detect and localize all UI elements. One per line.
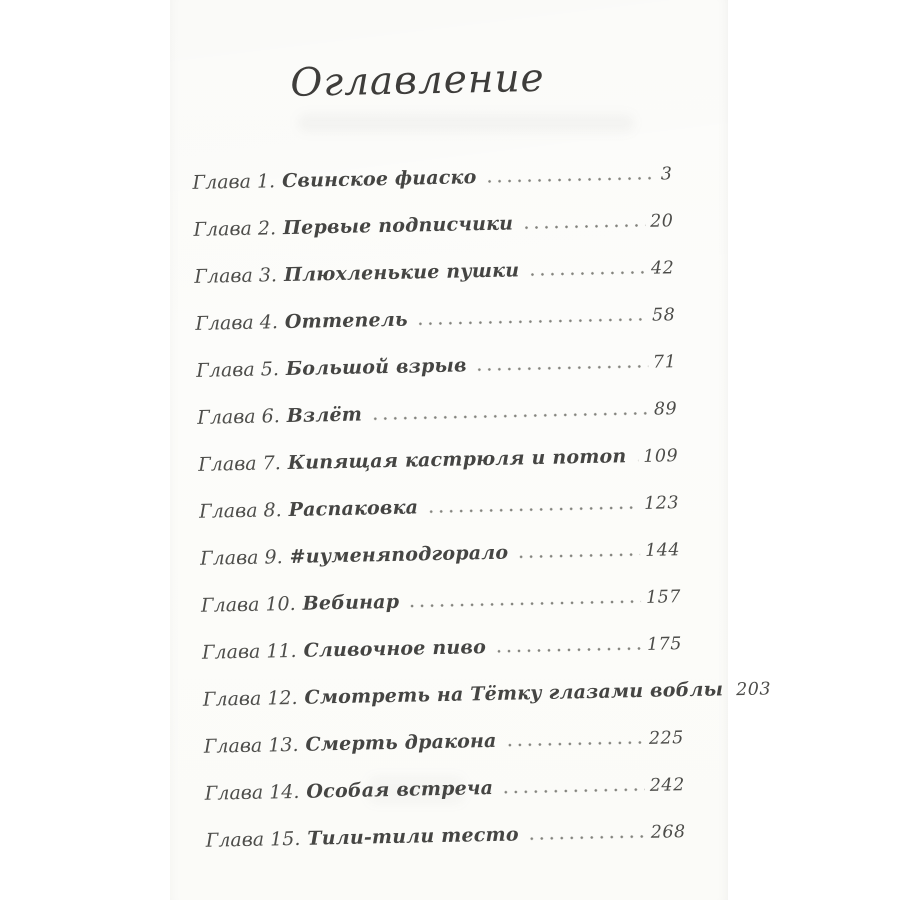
chapter-label: Глава 15. <box>205 827 301 852</box>
toc-entry <box>202 632 682 664</box>
chapter-title: Оттепель <box>284 308 408 333</box>
dot-leader-icon <box>527 834 646 841</box>
dot-leader-icon <box>505 740 644 748</box>
chapter-title: Кипящая кастрюля и потоп <box>287 445 627 474</box>
dot-leader-icon <box>527 270 646 277</box>
chapter-label: Глава 3. <box>194 263 278 288</box>
dot-leader-icon <box>370 411 649 422</box>
page-title: Оглавление <box>289 55 546 106</box>
chapter-label: Глава 7. <box>197 451 281 476</box>
page-number: 175 <box>646 633 683 655</box>
page-number: 242 <box>649 774 685 796</box>
page-number: 225 <box>648 727 684 749</box>
chapter-label: Глава 1. <box>192 170 276 194</box>
toc-entries <box>192 162 772 852</box>
dot-leader-icon <box>634 458 638 463</box>
page-number: 58 <box>651 305 676 326</box>
toc-entry <box>198 444 678 476</box>
toc-entry <box>205 773 685 805</box>
chapter-label: Глава 6. <box>197 404 281 429</box>
toc-entry <box>192 162 672 194</box>
chapter-label: Глава 5. <box>196 357 280 382</box>
chapter-label: Глава 8. <box>198 498 282 523</box>
page-number: 157 <box>645 586 682 608</box>
dot-leader-icon <box>501 787 645 795</box>
chapter-label: Глава 13. <box>203 733 299 758</box>
page-number: 42 <box>650 258 675 279</box>
page-number: 123 <box>643 492 680 514</box>
chapter-label: Глава 12. <box>202 686 298 711</box>
page-number: 203 <box>735 679 772 700</box>
dot-leader-icon <box>516 552 640 559</box>
chapter-label: Глава 2. <box>193 217 277 241</box>
dot-leader-icon <box>407 599 641 609</box>
chapter-title: Большой взрыв <box>285 354 467 380</box>
page-number: 71 <box>652 351 677 373</box>
toc-entry <box>196 350 676 382</box>
chapter-title: Вебинар <box>302 590 400 615</box>
chapter-title: Тили-тили тесто <box>307 823 519 850</box>
page-number: 109 <box>643 445 679 467</box>
chapter-label: Глава 11. <box>201 639 297 664</box>
paper-sheet <box>170 0 772 900</box>
chapter-title: Смотреть на Тётку глазами воблы <box>304 678 724 709</box>
toc-entry <box>204 726 684 758</box>
chapter-title: Плюхленькие пушки <box>283 259 520 286</box>
chapter-label: Глава 4. <box>195 310 279 335</box>
toc-entry <box>193 209 673 241</box>
page-number: 268 <box>650 821 686 843</box>
toc-entry <box>194 256 674 288</box>
page-number: 20 <box>649 211 674 232</box>
chapter-title: Взлёт <box>286 403 363 427</box>
chapter-label: Глава 9. <box>199 545 283 570</box>
dot-leader-icon <box>494 646 642 654</box>
page-number: 89 <box>653 398 678 420</box>
toc-entry <box>200 538 680 570</box>
chapter-title: Сливочное пиво <box>303 635 487 662</box>
chapter-title: #иуменяподгорало <box>289 541 509 568</box>
chapter-title: Особая встреча <box>306 776 494 803</box>
chapter-title: Распаковка <box>288 496 419 521</box>
dot-leader-icon <box>485 175 656 183</box>
toc-entry <box>197 397 677 429</box>
table-of-contents <box>190 53 772 852</box>
dot-leader-icon <box>521 223 645 230</box>
toc-entry <box>202 678 772 711</box>
toc-entry <box>206 820 686 852</box>
chapter-title: Свинское фиаско <box>281 165 477 192</box>
toc-entry <box>195 303 675 335</box>
chapter-label: Глава 10. <box>200 592 296 617</box>
dot-leader-icon <box>475 364 648 372</box>
toc-entry <box>199 491 679 523</box>
toc-entry <box>201 585 681 617</box>
dot-leader-icon <box>426 505 639 514</box>
chapter-label: Глава 14. <box>204 780 300 805</box>
dot-leader-icon <box>416 317 647 327</box>
page-number: 3 <box>660 164 673 185</box>
chapter-title: Смерть дракона <box>305 729 497 756</box>
chapter-title: Первые подписчики <box>282 212 514 239</box>
page-number: 144 <box>644 539 681 561</box>
